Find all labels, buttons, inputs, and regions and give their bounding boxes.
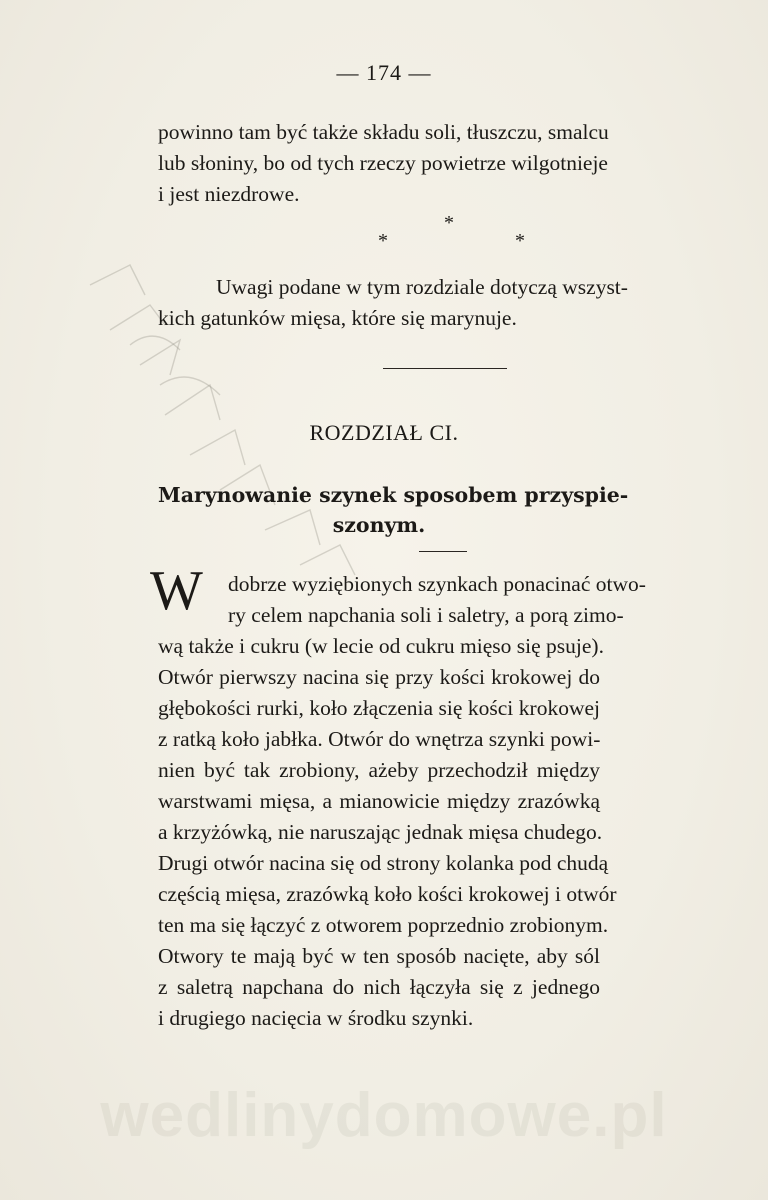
body-paragraph [158, 569, 646, 1034]
paragraph-line: a krzyżówką, nie naruszając jednak mięsa chudego. [158, 820, 603, 844]
section-title [158, 480, 629, 540]
paragraph-line: z ratką koło jabłka. Otwór do wnętrza szynki powi- [158, 727, 601, 751]
section-title-line: szonym. [332, 513, 426, 537]
paragraph-line: ten ma się łączyć z otworem poprzednio zrobionym. [158, 913, 609, 937]
paragraph-line: z saletrą napchana do nich łączyła się z jednego [158, 975, 600, 999]
asterism-star: * [444, 212, 454, 234]
paragraph-line: głębokości rurki, koło złączenia się kości krokowej [158, 696, 600, 720]
paragraph-line: Otwory te mają być w ten sposób nacięte, aby sól [158, 944, 600, 968]
chapter-heading: ROZDZIAŁ CI. [309, 420, 459, 445]
top-paragraph [158, 117, 609, 210]
section-title-line: Marynowanie szynek sposobem przyspie- [158, 483, 629, 507]
paragraph-line: nien być tak zrobiony, ażeby przechodził między [158, 758, 600, 782]
paragraph-line: wą także i cukru (w lecie od cukru mięso się psuje). [158, 634, 604, 658]
paragraph-line: lub słoniny, bo od tych rzeczy powietrze wilgotnieje [158, 151, 608, 175]
paragraph-line: i drugiego nacięcia w środku szynki. [158, 1006, 474, 1030]
paragraph-line: dobrze wyziębionych szynkach ponacinać otwo- [228, 572, 646, 596]
paragraph-line: Drugi otwór nacina się od strony kolanka pod chudą [158, 851, 609, 875]
page-number-header: — 174 — [336, 60, 432, 85]
site-watermark: wedlinydomowe.pl [100, 1081, 668, 1150]
drop-cap: W [150, 560, 203, 622]
paragraph-line: Uwagi podane w tym rozdziale dotyczą wszyst- [216, 275, 628, 299]
paragraph-line: częścią mięsa, zrazówką koło kości krokowej i otwór [158, 882, 617, 906]
note-paragraph [158, 272, 628, 334]
paragraph-line: Otwór pierwszy nacina się przy kości krokowej do [158, 665, 600, 689]
paragraph-line: warstwami mięsa, a mianowicie między zrazówką [158, 789, 600, 813]
paragraph-line: kich gatunków mięsa, które się marynuje. [158, 306, 517, 330]
title-underline [419, 551, 467, 552]
asterism-star: * [378, 230, 388, 252]
section-divider [383, 368, 507, 369]
asterism-star: * [515, 230, 525, 252]
paragraph-line: ry celem napchania soli i saletry, a porą zimo- [228, 603, 624, 627]
paragraph-line: powinno tam być także składu soli, tłuszczu, smalcu [158, 120, 609, 144]
paragraph-line: i jest niezdrowe. [158, 182, 300, 206]
